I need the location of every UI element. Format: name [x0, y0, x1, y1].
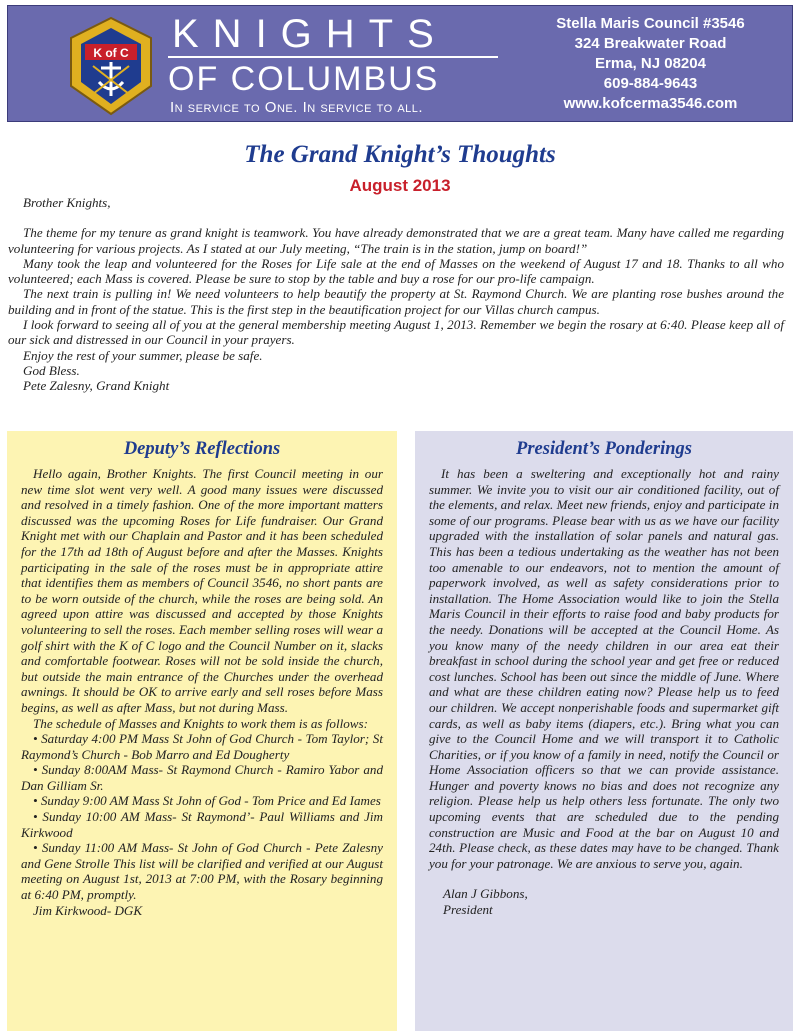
mass-schedule-item: • Saturday 4:00 PM Mass St John of God Church - Tom Taylor; St Raymond’s Church - Bob Marro and Ed Dougherty — [21, 731, 383, 762]
article-title: The Grand Knight’s Thoughts — [244, 141, 556, 168]
mass-schedule-item: • Sunday 11:00 AM Mass- St John of God Church - Pete Zalesny and Gene Strolle This list will be clarified and verified at our August meeting on August 1st, 2013 at 7:00 PM, with the Rosary beginning at 6:40 PM, promptly. — [21, 840, 383, 903]
council-contact — [523, 14, 778, 114]
article-date: August 2013 — [349, 176, 451, 195]
council-phone: 609-884-9643 — [603, 75, 698, 92]
president-signature — [429, 886, 779, 917]
president-ponderings-box — [415, 431, 793, 1031]
president-paragraph: It has been a sweltering and exceptionally hot and rainy summer. We invite you to visit our air conditioned facility, out of the elements, and relax. Meet new friends, enjoy and participate in some of our programs. Please bear with us as we have our facility upgraded with the installation of solar panels and natural gas. This has been a tedious undertaking as the weather has not been too amenable to our endeavors, not to mention the amount of paperwork involved, as well as safety considerations prior to installation. The Home Association would like to join the Stella Maris Council in their efforts to raise food and baby products for the needy. Donations will be accepted at the Council Home. As you know many of the needy children in our area eat their breakfast in school during the school year and get free or reduced cost lunches. School has been out since the middle of June. Where and what are these children eating now? Please help us to feed our children. We accept nonperishable foods and supermarket gift cards, as well as baby items (diapers, etc.). Bring what you can give to the Council Home and we will transport it to Catholic Charities, or if you know of a family in need, notify the Council or Home Association officers so that we can provide assistance. Hunger and poverty knows no bias and does not recognize any religion. Please help us help others less fortunate. The only two upcoming events that are scheduled due to the pending construction are Music and Food at the bar on August 10 and 24th. Please check, as these dates may have to be changed. Thank you for your patronage. We are anxious to serve you, again. — [429, 466, 779, 871]
president-body — [429, 466, 779, 871]
president-role: President — [443, 902, 493, 918]
letter-paragraph: I look forward to seeing all of you at the general membership meeting August 1, 2013. Remember we begin the rosary at 6:40. Please keep all of our sick and distressed in our Council in your prayers. — [8, 317, 784, 348]
deputy-reflections-box — [7, 431, 397, 1031]
masthead — [7, 5, 793, 122]
deputy-title: Deputy’s Reflections — [123, 439, 281, 459]
org-tagline: In service to One. In service to all. — [170, 99, 424, 116]
deputy-body — [21, 466, 383, 918]
org-name-line2: OF COLUMBUS — [168, 60, 440, 98]
grand-knight-letter — [8, 195, 784, 394]
deputy-signature: Jim Kirkwood- DGK — [33, 902, 143, 918]
president-name: Alan J Gibbons, — [443, 886, 528, 902]
council-street: 324 Breakwater Road — [574, 35, 727, 52]
council-name: Stella Maris Council #3546 — [556, 15, 745, 32]
knights-of-columbus-emblem-icon — [61, 16, 161, 116]
letter-paragraph: Many took the leap and volunteered for the Roses for Life sale at the end of Masses on the weekend of August 17 and 18. Thanks to all who volunteered; each Mass is covered. Please be sure to stop by the table and buy a rose for our pro-life campaign. — [8, 255, 784, 287]
letter-blessing: God Bless. — [23, 362, 80, 378]
president-title: President’s Ponderings — [516, 439, 692, 459]
letter-closing: Enjoy the rest of your summer, please be safe. — [23, 347, 263, 363]
council-city: Erma, NJ 08204 — [595, 55, 706, 72]
emblem-letters: K of C — [93, 46, 129, 60]
letter-greeting: Brother Knights, — [23, 195, 111, 210]
mass-schedule-item: • Sunday 10:00 AM Mass- St Raymond’- Paul Williams and Jim Kirkwood — [21, 809, 383, 840]
masthead-divider — [168, 56, 498, 58]
deputy-paragraph: Hello again, Brother Knights. The first Council meeting in our new time slot went very well. A good many issues were discussed and resolved in a timely fashion. One of the more important matters discussed was the upcoming Roses for Life fundraiser. Our Grand Knight met with our Chaplain and Pastor and it has been scheduled for the 17th ad 18th of August before and after the Masses. Knights participating in the sale of the roses must be in appropriate attire that identifies them as members of Council 3546, no short pants are to be worn outside of the church, while the roses are being sold. An agreed upon attire was discussed and accepted by those Knights volunteering to sell the roses. Each member selling roses will wear a golf shirt with the K of C logo and the Council Number on it, slacks and comfortable footwear. Roses will not be sold inside the church, but outside the main entrance of the Churches under the overhead awnings. It should be OK to arrive early and sell roses before Mass begins, as well as after Mass, but not during Mass. — [21, 466, 383, 715]
org-name-line1: KNIGHTS — [172, 12, 448, 56]
letter-paragraph: The theme for my tenure as grand knight is teamwork. You have already demonstrated that we are a great team. Many have called me regarding volunteering for various projects. As I stated at our July meeting, “The train is in the station, jump on board!” — [8, 225, 784, 256]
council-website[interactable]: www.kofcerma3546.com — [563, 95, 738, 112]
letter-signature: Pete Zalesny, Grand Knight — [23, 378, 170, 394]
mass-schedule-item: • Sunday 9:00 AM Mass St John of God - Tom Price and Ed Iames — [33, 793, 381, 809]
deputy-paragraph: The schedule of Masses and Knights to work them is as follows: — [33, 715, 368, 731]
letter-paragraph: The next train is pulling in! We need volunteers to help beautify the property at St. Raymond Church. We are planting rose bushes around the building and in front of the statue. This is the first step in the beautification project for our Villas church campus. — [8, 286, 784, 317]
mass-schedule-item: • Sunday 8:00AM Mass- St Raymond Church - Ramiro Yabor and Dan Gilliam Sr. — [21, 762, 383, 793]
